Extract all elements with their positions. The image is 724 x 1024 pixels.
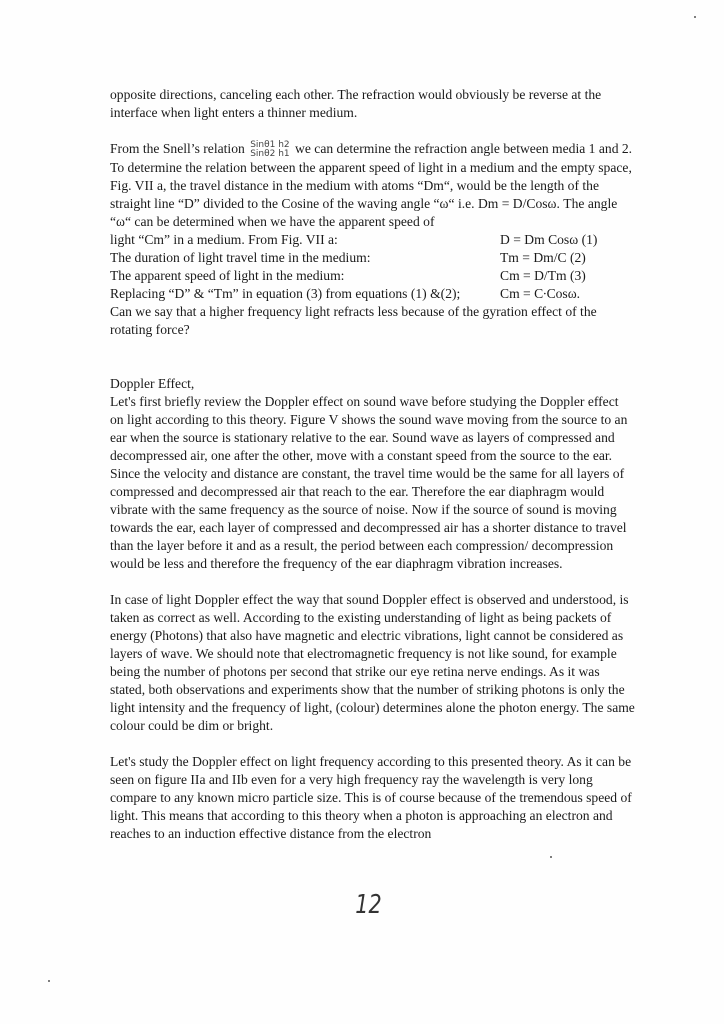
equation-row (110, 231, 635, 249)
equation: Tm = Dm/C (2) (500, 249, 586, 265)
scan-speck (694, 16, 696, 18)
equation: Cm = D/Tm (3) (500, 267, 586, 283)
equation-text: Replacing “D” & “Tm” in equation (3) from equations (1) &(2); (110, 285, 461, 301)
snell-formula (250, 141, 289, 159)
equation: D = Dm Cosω (1) (500, 231, 598, 247)
snell-denominator: Sinθ2 h1 (250, 148, 290, 159)
equation-row (110, 267, 635, 285)
scan-speck (550, 856, 552, 858)
snell-lead-text: From the Snell’s relation (110, 141, 249, 156)
section-heading: Doppler Effect, (110, 375, 195, 391)
page-number: 12 (355, 890, 382, 920)
equation-text: The apparent speed of light in the medium: (110, 267, 345, 283)
equation: Cm = C∙Cosω. (500, 285, 581, 301)
snell-body-text: we can determine the refraction angle between media 1 and 2. To determine the relation between the apparent speed of light in a medium and the empty space, Fig. VII a, the travel distance in the medium with atoms “Dm“, would be the length of the straight line “D” divided to the Cosine of the waving angle “ω“ i.e. Dm = D/Cosω. The angle “ω“ can be determined when we have the apparent speed of (110, 141, 633, 229)
equation-text: The duration of light travel time in the medium: (110, 249, 371, 265)
equation-block (110, 231, 635, 303)
paragraph-theory-doppler: Let's study the Doppler effect on light frequency according to this presented theory. As it can be seen on figure IIa and IIb even for a very high frequency ray the wavelength is very long compare to any known micro particle size. This is of course because of the tremendous speed of light. This means that according to this theory when a photon is approaching an electron and reaches to an induction effective distance from the electron (110, 753, 632, 841)
equation-row (110, 285, 635, 303)
scan-speck (48, 980, 50, 982)
paragraph-refraction-end: opposite directions, canceling each other. The refraction would obviously be reverse at the interface when light enters a thinner medium. (110, 87, 602, 120)
page-body (110, 86, 635, 843)
equation-text: light “Cm” in a medium. From Fig. VII a: (110, 231, 338, 247)
paragraph-light-doppler: In case of light Doppler effect the way that sound Doppler effect is observed and understood, is taken as correct as well. According to the existing understanding of light as being packets of energy (Photons) that also have magnetic and electric vibrations, light cannot be considered as layers of wave. We should note that electromagnetic frequency is not like sound, for example being the number of photons per second that strike our eye retina nerve endings. As it was stated, both observations and experiments show that the number of striking photons is only the light intensity and the frequency of light, (colour) determines alone the photon energy. The same colour could be dim or bright. (110, 591, 635, 733)
paragraph-question: Can we say that a higher frequency light refracts less because of the gyration effect of the rotating force? (110, 303, 597, 337)
snell-numerator: Sinθ1 h2 (250, 139, 290, 150)
paragraph-sound-doppler: Let's first briefly review the Doppler effect on sound wave before studying the Doppler effect on light according to this theory. Figure V shows the sound wave moving from the source to an ear when the source is stationary relative to the ear. Sound wave as layers of compressed and decompressed air, one after the other, move with a constant speed from the source to the ear. Since the velocity and distance are constant, the travel time would be the same for all layers of compressed and decompressed air that reach to the ear. Therefore the ear diaphragm would vibrate with the same frequency as the source of noise. Now if the source of sound is moving towards the ear, each layer of compressed and decompressed air has a shorter distance to travel than the layer before it and as a result, the period between each compression/ decompression would be less and therefore the frequency of the ear diaphragm vibration increases. (110, 393, 628, 571)
paragraph-snell (110, 140, 635, 231)
equation-row (110, 249, 635, 267)
